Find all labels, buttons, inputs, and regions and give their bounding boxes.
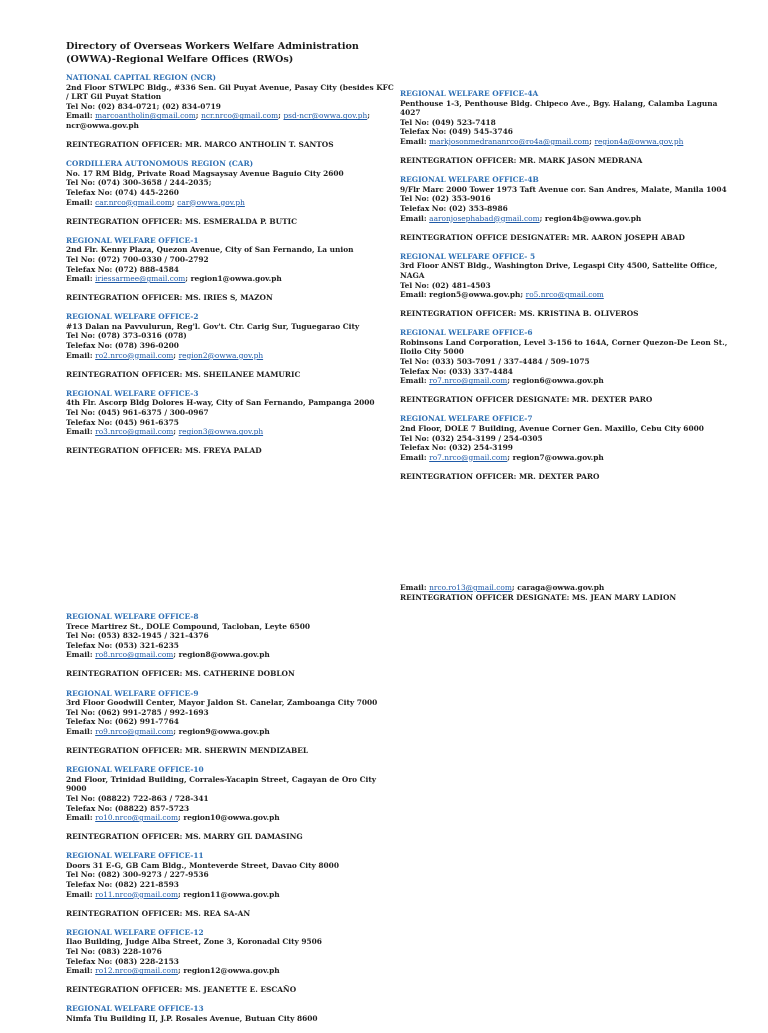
telefax-line bbox=[66, 188, 396, 198]
email-label: Email: bbox=[66, 726, 93, 736]
separator: ; bbox=[367, 111, 370, 121]
telefax-line bbox=[66, 957, 396, 967]
email-line bbox=[400, 290, 740, 300]
tel-line bbox=[66, 794, 396, 804]
tel-value: (032) 254-3199 / 254-0305 bbox=[431, 433, 543, 443]
separator: ; bbox=[173, 350, 177, 360]
office-block bbox=[66, 73, 396, 150]
tel-line bbox=[400, 118, 740, 128]
office-address: 4th Flr. Ascorp Bldg Dolores H-way, City of San Fernando, Pampanga 2000 bbox=[66, 398, 375, 408]
office-name: REGIONAL WELFARE OFFICE-4B bbox=[400, 175, 539, 185]
office-address: 2nd Floor STWLPC Bldg., #336 Sen. Gil Puyat Avenue, Pasay City (besides KFC / LRT Gil Puyat Station bbox=[66, 82, 394, 102]
email-line bbox=[66, 198, 396, 208]
telefax-line bbox=[400, 204, 740, 214]
caraga-officer: REINTEGRATION OFFICER DESIGNATE: MS. JEAN MARY LADION bbox=[400, 592, 677, 602]
telefax-value: (053) 321-6235 bbox=[114, 640, 179, 650]
tel-label: Tel No: bbox=[400, 433, 430, 443]
email-line bbox=[66, 727, 396, 737]
email-link[interactable]: markjosonmedrananrco@ro4a@gmail.com bbox=[429, 136, 590, 146]
email-link[interactable]: car@owwa.gov.ph bbox=[177, 197, 245, 207]
office-address: 9/Flr Marc 2000 Tower 1973 Taft Avenue cor. San Andres, Malate, Manila 1004 bbox=[400, 184, 727, 194]
caraga-email-line bbox=[400, 583, 740, 593]
email-line bbox=[66, 427, 396, 437]
telefax-label: Telefax No: bbox=[66, 264, 113, 274]
tel-value: (033) 503-7091 / 337-4484 / 509-1075 bbox=[431, 357, 590, 367]
reintegration-officer: REINTEGRATION OFFICER: MR. DEXTER PARO bbox=[400, 471, 600, 481]
tel-value: (045) 961-6375 / 300-0967 bbox=[97, 408, 209, 418]
tel-line bbox=[66, 102, 396, 112]
email-label: Email: bbox=[400, 213, 427, 223]
office-name: REGIONAL WELFARE OFFICE-2 bbox=[66, 312, 199, 322]
tel-value: (02) 481-4503 bbox=[431, 280, 491, 290]
office-name: REGIONAL WELFARE OFFICE-10 bbox=[66, 765, 204, 775]
separator: ; bbox=[589, 136, 592, 146]
telefax-label: Telefax No: bbox=[66, 187, 113, 197]
telefax-line bbox=[66, 880, 396, 890]
office-block bbox=[66, 389, 396, 456]
office-block bbox=[66, 765, 396, 842]
email-link[interactable]: ro2.nrco@gmail.com bbox=[95, 350, 174, 360]
tel-label: Tel No: bbox=[66, 793, 96, 803]
email-plain: ncr@owwa.gov.ph bbox=[66, 120, 139, 130]
office-block bbox=[66, 1004, 396, 1023]
tel-line bbox=[66, 331, 396, 341]
reintegration-officer: REINTEGRATION OFFICER: MS. JEANETTE E. ESCAÑO bbox=[66, 985, 297, 995]
email-line bbox=[66, 351, 396, 361]
telefax-value: (072) 888-4584 bbox=[114, 264, 179, 274]
email-label: Email: bbox=[66, 111, 93, 121]
tel-label: Tel No: bbox=[400, 280, 430, 290]
email-link[interactable]: region3@owwa.gov.ph bbox=[178, 427, 264, 437]
reintegration-officer: REINTEGRATION OFFICER: MS. IRIES S, MAZON bbox=[66, 293, 273, 303]
tel-label: Tel No: bbox=[66, 331, 96, 341]
separator: ; bbox=[195, 111, 199, 121]
email-plain: region1@owwa.gov.ph bbox=[190, 274, 282, 284]
tel-line bbox=[66, 255, 396, 265]
email-link[interactable]: marcoantholin@gmail.com bbox=[95, 111, 196, 121]
tel-line bbox=[66, 708, 396, 718]
reintegration-officer: REINTEGRATION OFFICER: MS. MARRY GIL DAMASING bbox=[66, 832, 303, 842]
separator: ; bbox=[178, 966, 181, 976]
column-left bbox=[66, 73, 396, 465]
separator: ; bbox=[185, 274, 189, 284]
email-link[interactable]: iriessarmee@gmail.com bbox=[95, 274, 186, 284]
separator: ; bbox=[178, 813, 181, 823]
office-block bbox=[400, 328, 740, 405]
reintegration-officer: REINTEGRATION OFFICER: MS. REA SA-AN bbox=[66, 908, 251, 918]
office-block bbox=[66, 159, 396, 226]
office-name: REGIONAL WELFARE OFFICE-6 bbox=[400, 328, 533, 338]
telefax-value: (045) 961-6375 bbox=[114, 417, 179, 427]
email-line bbox=[66, 890, 396, 900]
telefax-line bbox=[400, 367, 740, 377]
email-link[interactable]: ncr.nrco@gmail.com bbox=[201, 111, 279, 121]
tel-label: Tel No: bbox=[400, 194, 430, 204]
office-address: Doors 31 E-G, GB Cam Bldg., Monteverde Street, Davao City 8000 bbox=[66, 860, 339, 870]
email-link[interactable]: ro8.nrco@gmail.com bbox=[95, 650, 174, 660]
telefax-value: (08822) 857-5723 bbox=[114, 803, 190, 813]
email-link[interactable]: region4a@owwa.gov.ph bbox=[594, 136, 684, 146]
email-link[interactable]: ro3.nrco@gmail.com bbox=[95, 427, 174, 437]
separator: ; bbox=[171, 197, 175, 207]
column-right bbox=[400, 89, 740, 491]
tel-label: Tel No: bbox=[66, 178, 96, 188]
email-plain: region10@owwa.gov.ph bbox=[183, 813, 280, 823]
telefax-value: (083) 228-2153 bbox=[114, 956, 179, 966]
telefax-line bbox=[66, 418, 396, 428]
tel-value: (074) 300-3658 / 244-2035; bbox=[97, 178, 212, 188]
separator: ; bbox=[278, 111, 281, 121]
tel-line bbox=[66, 178, 396, 188]
office-name: REGIONAL WELFARE OFFICE-7 bbox=[400, 414, 533, 424]
email-label: Email: bbox=[66, 813, 93, 823]
tel-line bbox=[66, 870, 396, 880]
tel-line bbox=[400, 194, 740, 204]
tel-label: Tel No: bbox=[400, 117, 430, 127]
tel-value: (02) 353-9016 bbox=[431, 194, 491, 204]
reintegration-officer: REINTEGRATION OFFICER: MS. CATHERINE DOBLON bbox=[66, 669, 295, 679]
email-line bbox=[66, 274, 396, 284]
tel-line bbox=[400, 281, 740, 291]
email-plain: region11@owwa.gov.ph bbox=[183, 889, 280, 899]
column-left-lower bbox=[66, 612, 396, 1033]
email-plain: region9@owwa.gov.ph bbox=[178, 726, 270, 736]
office-name: REGIONAL WELFARE OFFICE-3 bbox=[66, 388, 199, 398]
email-link[interactable]: region2@owwa.gov.ph bbox=[178, 350, 264, 360]
tel-value: (072) 700-0330 / 700-2792 bbox=[97, 254, 209, 264]
reintegration-officer: REINTEGRATION OFFICER: MS. SHEILANEE MAMURIC bbox=[66, 369, 301, 379]
office-address: 2nd Floor, DOLE 7 Building, Avenue Corner Gen. Maxillo, Cebu City 6000 bbox=[400, 424, 704, 434]
office-name: REGIONAL WELFARE OFFICE-12 bbox=[66, 927, 204, 937]
office-block bbox=[66, 612, 396, 679]
separator: ; bbox=[539, 213, 543, 223]
office-block bbox=[400, 89, 740, 166]
office-block bbox=[400, 252, 740, 319]
office-address: Trece Martirez St., DOLE Compound, Tacloban, Leyte 6500 bbox=[66, 621, 311, 631]
office-block bbox=[66, 236, 396, 303]
office-name: NATIONAL CAPITAL REGION (NCR) bbox=[66, 73, 217, 82]
reintegration-officer: REINTEGRATION OFFICER: MS. ESMERALDA P. BUTIC bbox=[66, 216, 297, 226]
telefax-value: (062) 991-7764 bbox=[114, 717, 179, 727]
email-line bbox=[400, 137, 740, 147]
office-address: Penthouse 1-3, Penthouse Bldg. Chipeco Ave., Bgy. Halang, Calamba Laguna 4027 bbox=[400, 98, 718, 118]
email-line bbox=[66, 966, 396, 976]
separator: ; bbox=[507, 376, 511, 386]
telefax-label: Telefax No: bbox=[66, 640, 113, 650]
office-address: No. 17 RM Bldg, Private Road Magsaysay Avenue Baguio City 2600 bbox=[66, 168, 344, 178]
tel-value: (083) 228-1076 bbox=[97, 947, 162, 957]
tel-line bbox=[66, 408, 396, 418]
telefax-label: Telefax No: bbox=[66, 956, 113, 966]
telefax-line bbox=[66, 717, 396, 727]
office-address: 2nd Floor, Trinidad Building, Corrales-Yacapin Street, Cagayan de Oro City 9000 bbox=[66, 774, 377, 794]
telefax-label: Telefax No: bbox=[66, 803, 113, 813]
tel-value: (062) 991-2785 / 992-1693 bbox=[97, 707, 209, 717]
reintegration-officer: REINTEGRATION OFFICER: MS. FREYA PALAD bbox=[66, 446, 262, 456]
telefax-value: (082) 221-8593 bbox=[114, 880, 179, 890]
separator: ; bbox=[173, 650, 177, 660]
office-name: REGIONAL WELFARE OFFICE-13 bbox=[66, 1004, 204, 1014]
email-link[interactable]: ro12.nrco@gmail.com bbox=[95, 966, 178, 976]
email-label: Email: bbox=[400, 376, 427, 386]
telefax-label: Telefax No: bbox=[66, 341, 113, 351]
email-line bbox=[66, 813, 396, 823]
office-address: 3rd Floor Goodwill Center, Mayor Jaldon St. Canelar, Zamboanga City 7000 bbox=[66, 698, 378, 708]
separator: ; bbox=[511, 583, 515, 592]
office-address: 3rd Floor ANST Bldg., Washington Drive, Legaspi City 4500, Sattelite Office, NAGA bbox=[400, 261, 718, 280]
telefax-value: (049) 545-3746 bbox=[448, 127, 513, 137]
telefax-value: (02) 353-8986 bbox=[448, 203, 508, 213]
reintegration-officer: REINTEGRATION OFFICER DESIGNATE: MR. DEXTER PARO bbox=[400, 395, 653, 405]
email-plain: region6@owwa.gov.ph bbox=[512, 376, 604, 386]
email-link[interactable]: ro11.nrco@gmail.com bbox=[95, 889, 178, 899]
email-label: Email: bbox=[66, 197, 93, 207]
email-plain: region12@owwa.gov.ph bbox=[183, 966, 280, 976]
telefax-value: (074) 445-2260 bbox=[114, 187, 179, 197]
telefax-label: Telefax No: bbox=[66, 417, 113, 427]
office-name: REGIONAL WELFARE OFFICE-8 bbox=[66, 612, 199, 621]
telefax-label: Telefax No: bbox=[400, 366, 447, 376]
tel-label: Tel No: bbox=[66, 707, 96, 717]
office-address: #13 Dalan na Pavvulurun, Reg'l. Gov't. Ctr. Carig Sur, Tuguegarao City bbox=[66, 321, 360, 331]
email-label: Email: bbox=[66, 966, 93, 976]
separator: ; bbox=[178, 889, 181, 899]
tel-label: Tel No: bbox=[66, 631, 96, 641]
tel-line bbox=[66, 947, 396, 957]
tel-value: (053) 832-1945 / 321-4376 bbox=[97, 631, 209, 641]
office-block bbox=[66, 689, 396, 756]
tel-value: (02) 834-0721; (02) 834-0719 bbox=[97, 101, 221, 111]
email-label: Email: bbox=[66, 889, 93, 899]
telefax-value: (032) 254-3199 bbox=[448, 443, 513, 453]
email-link[interactable]: ro10.nrco@gmail.com bbox=[95, 813, 178, 823]
tel-label: Tel No: bbox=[66, 254, 96, 264]
telefax-line bbox=[66, 265, 396, 275]
email-link[interactable]: aaronjosephabad@gmail.com bbox=[429, 213, 540, 223]
tel-line bbox=[400, 434, 740, 444]
separator: ; bbox=[507, 452, 511, 462]
email-plain: caraga@owwa.gov.ph bbox=[517, 583, 605, 592]
email-label: Email: bbox=[400, 136, 427, 146]
telefax-value: (078) 396-0200 bbox=[114, 341, 179, 351]
office-block bbox=[400, 414, 740, 481]
email-label: Email: bbox=[66, 650, 93, 660]
email-link[interactable]: ro5.nrco@gmail.com bbox=[525, 290, 604, 300]
email-line bbox=[400, 214, 740, 224]
email-link[interactable]: ro7.nrco@gmail.com bbox=[429, 452, 508, 462]
office-address: Ilao Building, Judge Alba Street, Zone 3, Koronadal City 9506 bbox=[66, 937, 322, 947]
tel-value: (08822) 722-863 / 728-341 bbox=[97, 793, 209, 803]
tel-label: Tel No: bbox=[400, 357, 430, 367]
tel-label: Tel No: bbox=[66, 947, 96, 957]
office-block bbox=[400, 175, 740, 242]
email-plain: region5@owwa.gov.ph bbox=[429, 290, 521, 300]
email-plain: region8@owwa.gov.ph bbox=[178, 650, 270, 660]
email-line bbox=[66, 650, 396, 660]
email-label: Email: bbox=[66, 274, 93, 284]
separator: ; bbox=[173, 427, 177, 437]
tel-line bbox=[400, 357, 740, 367]
separator: ; bbox=[173, 726, 177, 736]
tel-value: (078) 373-0316 (078) bbox=[97, 331, 187, 341]
office-address: 2nd Flr. Kenny Plaza, Quezon Avenue, City of San Fernando, La union bbox=[66, 245, 354, 255]
email-label: Email: bbox=[400, 290, 427, 300]
office-name: REGIONAL WELFARE OFFICE-1 bbox=[66, 235, 199, 245]
email-link[interactable]: psd-ncr@owwa.gov.ph bbox=[283, 111, 368, 121]
office-block bbox=[66, 851, 396, 918]
office-name: REGIONAL WELFARE OFFICE-9 bbox=[66, 688, 199, 698]
separator: ; bbox=[520, 290, 524, 300]
reintegration-officer: REINTEGRATION OFFICE DESIGNATER: MR. AARON JOSEPH ABAD bbox=[400, 232, 685, 242]
email-link[interactable]: ro7.nrco@gmail.com bbox=[429, 376, 508, 386]
office-block bbox=[66, 312, 396, 379]
telefax-label: Telefax No: bbox=[400, 203, 447, 213]
page-title: Directory of Overseas Workers Welfare Administration (OWWA)-Regional Welfare Offices (RWOs) bbox=[66, 41, 359, 65]
email-link[interactable]: car.nrco@gmail.com bbox=[95, 197, 172, 207]
telefax-value: (033) 337-4484 bbox=[448, 366, 513, 376]
tel-label: Tel No: bbox=[66, 870, 96, 880]
reintegration-officer: REINTEGRATION OFFICER: MS. KRISTINA B. OLIVEROS bbox=[400, 309, 639, 319]
reintegration-officer: REINTEGRATION OFFICER: MR. SHERWIN MENDIZABEL bbox=[66, 746, 309, 756]
office-block bbox=[66, 928, 396, 995]
email-line bbox=[66, 111, 396, 130]
email-link[interactable]: ro9.nrco@gmail.com bbox=[95, 726, 174, 736]
reintegration-officer: REINTEGRATION OFFICER: MR. MARK JASON MEDRANA bbox=[400, 156, 643, 166]
email-label: Email: bbox=[400, 452, 427, 462]
email-label: Email: bbox=[400, 583, 427, 592]
telefax-line bbox=[66, 641, 396, 651]
email-line bbox=[400, 453, 740, 463]
email-line bbox=[400, 376, 740, 386]
office-name: CORDILLERA AUTONOMOUS REGION (CAR) bbox=[66, 159, 254, 169]
email-plain: region4b@owwa.gov.ph bbox=[544, 213, 642, 223]
tel-label: Tel No: bbox=[66, 408, 96, 418]
reintegration-officer: REINTEGRATION OFFICER: MR. MARCO ANTHOLIN T. SANTOS bbox=[66, 140, 334, 150]
email-plain: region7@owwa.gov.ph bbox=[512, 452, 604, 462]
office-name: REGIONAL WELFARE OFFICE-11 bbox=[66, 851, 204, 861]
telefax-line bbox=[400, 443, 740, 453]
telefax-label: Telefax No: bbox=[66, 717, 113, 727]
office-name: REGIONAL WELFARE OFFICE-4A bbox=[400, 89, 539, 98]
telefax-label: Telefax No: bbox=[400, 443, 447, 453]
email-label: Email: bbox=[66, 350, 93, 360]
tel-value: (049) 523-7418 bbox=[431, 117, 496, 127]
telefax-line bbox=[66, 804, 396, 814]
office-address: Robinsons Land Corporation, Level 3-156 to 164A, Corner Quezon-De Leon St., Iloilo City 5000 bbox=[400, 337, 728, 357]
telefax-line bbox=[66, 341, 396, 351]
office-address: Nimfa Tiu Building II, J.P. Rosales Avenue, Butuan City 8600 bbox=[66, 1014, 318, 1023]
tel-line bbox=[66, 631, 396, 641]
email-label: Email: bbox=[66, 427, 93, 437]
office-name: REGIONAL WELFARE OFFICE- 5 bbox=[400, 251, 536, 261]
email-link[interactable]: nrco.ro13@gmail.com bbox=[429, 583, 512, 592]
tel-label: Tel No: bbox=[66, 101, 96, 111]
telefax-label: Telefax No: bbox=[66, 880, 113, 890]
tel-value: (082) 300-9273 / 227-9536 bbox=[97, 870, 209, 880]
telefax-label: Telefax No: bbox=[400, 127, 447, 137]
telefax-line bbox=[400, 127, 740, 137]
caraga-contact bbox=[400, 583, 740, 602]
